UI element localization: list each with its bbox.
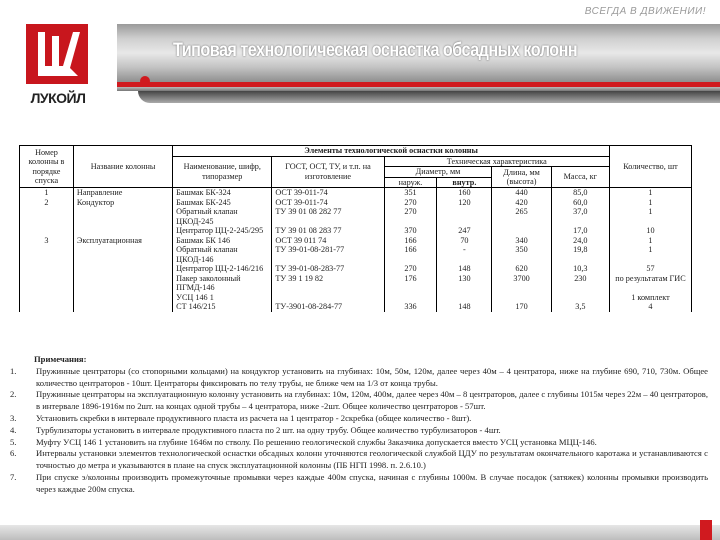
cell-qty: по результатам ГИС (609, 274, 691, 293)
table-row (20, 264, 692, 274)
note-number: 2. (10, 389, 17, 400)
cell-name (73, 302, 172, 312)
table-row (20, 188, 692, 198)
table-row (20, 293, 692, 303)
cell-standard: ОСТ 39 011 74 (272, 236, 384, 246)
cell-name (73, 226, 172, 236)
cell-standard: ТУ 39 01 08 283 77 (272, 226, 384, 236)
cell-name: Кондуктор (73, 198, 172, 208)
cell-mass: 19,8 (551, 245, 609, 264)
note-text: Пружинные центраторы (со стопорными кольцами) на кондуктор установить на глубинах: 10м, 50м, 120м, далее через 40м – 4 центратора, ниже на глубине 690, 710, 730м. Общее количество центраторов - 10шт. Центраторы фиксировать по телу трубы, не ближе чем на 1/3 от конца трубы. (36, 365, 708, 388)
header-inner-diameter: внутр. (437, 177, 492, 188)
note-number: 6. (10, 448, 17, 459)
header-outer-diameter: наруж. (384, 177, 437, 188)
cell-name: Эксплуатационная (73, 236, 172, 246)
note-item (8, 413, 708, 425)
header-length: Длина, мм (высота) (492, 167, 551, 188)
cell-outer: 351 (384, 188, 437, 198)
cell-standard: ОСТ 39-011-74 (272, 188, 384, 198)
cell-item: Башмак БК-324 (173, 188, 272, 198)
note-item (8, 366, 708, 390)
cell-item: Башмак БК-245 (173, 198, 272, 208)
note-text: Турбулизаторы установить в интервале продуктивного пласта по 2 шт. на одну трубу. Общее количество турбулизаторов - 4шт. (36, 424, 501, 435)
cell-inner: 247 (437, 226, 492, 236)
cell-mass: 17,0 (551, 226, 609, 236)
cell-length: 265 (492, 207, 551, 226)
title-banner (117, 24, 720, 82)
cell-mass: 60,0 (551, 198, 609, 208)
table-row (20, 274, 692, 293)
notes-title: Примечания: (34, 354, 87, 364)
cell-name (73, 274, 172, 293)
cell-qty: 1 (609, 236, 691, 246)
cell-length: 440 (492, 188, 551, 198)
cell-num (20, 264, 74, 274)
cell-item: СТ 146/215 (173, 302, 272, 312)
cell-item: Центратор ЦЦ-2-245/295 (173, 226, 272, 236)
footer-red-marker (700, 520, 712, 540)
note-number: 1. (10, 365, 17, 376)
cell-inner: - (437, 245, 492, 264)
cell-mass: 37,0 (551, 207, 609, 226)
note-text: При спуске э/колонны производить промежуточные промывки через каждые 400м спуска, начиная с глубины 1000м. В случае посадок (затяжек) колонны промывки производить через каждые 200м спуска. (36, 471, 708, 494)
cell-standard: ТУ 39 01 08 282 77 (272, 207, 384, 226)
table-row (20, 207, 692, 226)
cell-num (20, 302, 74, 312)
header-item: Наименование, шифр, типоразмер (173, 156, 272, 188)
table-row (20, 236, 692, 246)
cell-num (20, 207, 74, 226)
banner-dark-bar (138, 91, 720, 103)
header-elements-group: Элементы технологической оснастки колонны (173, 146, 610, 157)
cell-mass (551, 293, 609, 303)
cell-inner (437, 293, 492, 303)
cell-outer: 176 (384, 274, 437, 293)
note-text: Пружинные центраторы на эксплуатационную колонну установить на глубинах: 10м, 120м, 400м, далее через 40м – 8 центраторов, далее с глубины 1015м через 22м – 40 центраторов, в интервале 1896-1916м по 2шт. на концах одной трубы – 4 центратора, ниже -2шт. Общее количество центраторов - 57шт. (36, 389, 708, 412)
cell-length (492, 226, 551, 236)
cell-standard: ОСТ 39-011-74 (272, 198, 384, 208)
note-number: 5. (10, 436, 17, 447)
table-row (20, 245, 692, 264)
logo-text: ЛУКОЙЛ (30, 90, 86, 106)
cell-qty: 1 (609, 207, 691, 226)
footer-bar (0, 525, 720, 540)
note-item (8, 437, 708, 449)
page-title: Типовая технологическая оснастка обсадных колонн (173, 40, 578, 61)
table-row (20, 302, 692, 312)
note-item (8, 472, 708, 496)
note-text: Интервалы установки элементов технологической оснастки обсадных колонн уточняются геологической службой ЦДУ по результатам окончательного каротажа и устанавливаются с точностью до метра и указываются в плане на спуск эксплуатационной колонны (ПБ НГП 1998. п. 2.6.10.) (36, 448, 708, 471)
cell-qty: 10 (609, 226, 691, 236)
cell-mass: 10,3 (551, 264, 609, 274)
cell-outer: 270 (384, 264, 437, 274)
cell-outer: 270 (384, 198, 437, 208)
cell-length (492, 293, 551, 303)
cell-inner: 148 (437, 302, 492, 312)
cell-standard: ТУ 39-01-08-281-77 (272, 245, 384, 264)
table-row (20, 198, 692, 208)
cell-outer: 270 (384, 207, 437, 226)
slogan: ВСЕГДА В ДВИЖЕНИИ! (584, 6, 706, 17)
cell-outer: 166 (384, 245, 437, 264)
cell-num: 1 (20, 188, 74, 198)
cell-num: 3 (20, 236, 74, 246)
casing-equipment-table (19, 145, 692, 312)
header-diameter: Диаметр, мм (384, 167, 492, 178)
lukoil-logo (26, 24, 90, 114)
cell-inner: 160 (437, 188, 492, 198)
cell-length: 3700 (492, 274, 551, 293)
cell-mass: 230 (551, 274, 609, 293)
header-tech-group: Техническая характеристика (384, 156, 609, 167)
cell-num (20, 293, 74, 303)
cell-qty: 1 (609, 198, 691, 208)
cell-num (20, 274, 74, 293)
cell-mass: 24,0 (551, 236, 609, 246)
cell-standard: ТУ 39-01-08-283-77 (272, 264, 384, 274)
cell-item: Пакер заколонный ПГМД-146 (173, 274, 272, 293)
cell-item: Обратный клапан ЦКОД-146 (173, 245, 272, 264)
cell-length: 620 (492, 264, 551, 274)
cell-num (20, 245, 74, 264)
note-item (8, 425, 708, 437)
note-number: 4. (10, 424, 17, 435)
cell-outer: 336 (384, 302, 437, 312)
header-quantity: Количество, шт (609, 146, 691, 188)
notes-section (8, 354, 708, 496)
cell-outer (384, 293, 437, 303)
cell-qty: 1 комплект (609, 293, 691, 303)
cell-length: 420 (492, 198, 551, 208)
cell-outer: 166 (384, 236, 437, 246)
cell-standard: ТУ 39 1 19 82 (272, 274, 384, 293)
cell-inner: 70 (437, 236, 492, 246)
note-number: 3. (10, 412, 17, 423)
cell-num (20, 226, 74, 236)
note-number: 7. (10, 471, 17, 482)
cell-qty: 1 (609, 188, 691, 198)
header-standard: ГОСТ, ОСТ, ТУ, и т.п. на изготовление (272, 156, 384, 188)
cell-mass: 85,0 (551, 188, 609, 198)
cell-name (73, 293, 172, 303)
cell-qty: 1 (609, 245, 691, 264)
cell-name (73, 245, 172, 264)
cell-item: Обратный клапан ЦКОД-245 (173, 207, 272, 226)
cell-name: Направление (73, 188, 172, 198)
cell-qty: 4 (609, 302, 691, 312)
cell-inner: 120 (437, 198, 492, 208)
lukoil-emblem-icon (26, 24, 88, 84)
cell-length: 350 (492, 245, 551, 264)
cell-item: Башмак БК 146 (173, 236, 272, 246)
cell-inner: 130 (437, 274, 492, 293)
cell-num: 2 (20, 198, 74, 208)
cell-name (73, 264, 172, 274)
cell-length: 340 (492, 236, 551, 246)
header-column-name: Название колонны (73, 146, 172, 188)
header-column-number: Номер колонны в порядке спуска (20, 146, 74, 188)
cell-inner: 148 (437, 264, 492, 274)
cell-standard: ТУ-3901-08-284-77 (272, 302, 384, 312)
cell-standard (272, 293, 384, 303)
note-item (8, 389, 708, 413)
cell-inner (437, 207, 492, 226)
cell-outer: 370 (384, 226, 437, 236)
table-row (20, 226, 692, 236)
cell-qty: 57 (609, 264, 691, 274)
cell-mass: 3,5 (551, 302, 609, 312)
note-text: Муфту УСЦ 146 1 установить на глубине 1646м по стволу. По решению геологической службы Заказчика допускается вместо УСЦ установка МЦЦ-146. (36, 436, 597, 447)
cell-length: 170 (492, 302, 551, 312)
note-item (8, 448, 708, 472)
header-mass: Масса, кг (551, 167, 609, 188)
cell-name (73, 207, 172, 226)
cell-item: Центратор ЦЦ-2-146/216 (173, 264, 272, 274)
cell-item: УСЦ 146 1 (173, 293, 272, 303)
note-text: Установить скребки в интервале продуктивного пласта из расчета на 1 центратор - 2скребка (общее количество - 8шт). (36, 412, 472, 423)
